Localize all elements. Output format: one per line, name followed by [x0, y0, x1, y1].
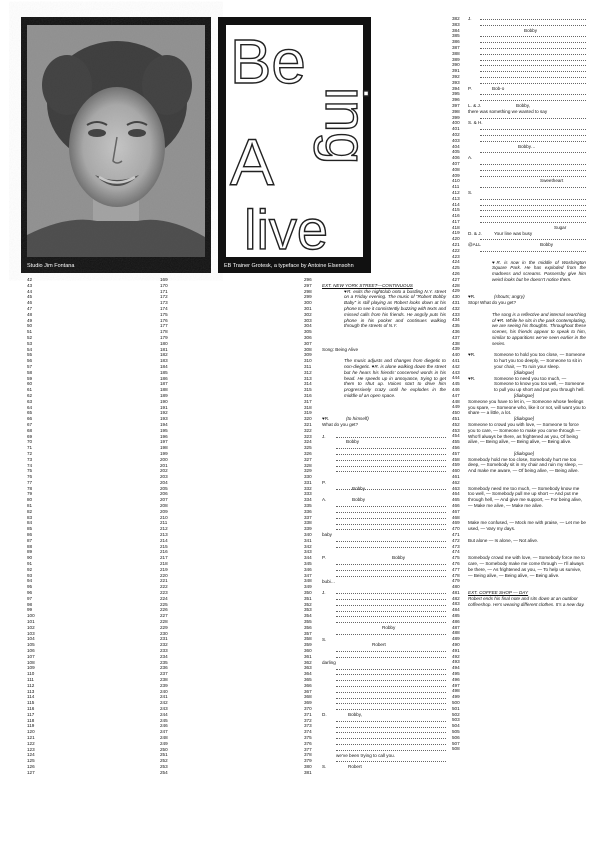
character-name: S. & H.	[468, 120, 483, 126]
placeholder-rule	[336, 732, 446, 733]
placeholder-rule	[480, 222, 586, 223]
dialogue: Sugar	[554, 224, 567, 230]
dialogue: Your line was busy	[494, 230, 533, 236]
placeholder-rule	[336, 524, 446, 525]
dialogue-marker: [dialogue]	[514, 450, 534, 456]
typeface-caption: EB Trainer Grotesk, a typeface by Antoine Elsensohn	[224, 263, 354, 269]
character-name: S.	[468, 190, 473, 195]
portrait-photo	[27, 25, 205, 257]
placeholder-rule	[480, 19, 586, 20]
lyric: Make me confused, — Mock me with praise, — Let me be used, — Vary my days.	[468, 520, 586, 532]
character-name: P.	[322, 480, 326, 485]
dialogue: bubi…	[322, 578, 336, 584]
placeholder-rule	[336, 541, 446, 542]
dialogue-marker: [dialogue]	[514, 369, 534, 375]
placeholder-rule	[336, 750, 446, 751]
placeholder-rule	[480, 118, 586, 119]
stage-direction: Robert ends his final note and sits down at an outdoor coffeeshop. He’s wearing different clothes. It’s a new day.	[468, 595, 585, 607]
type-word-be: Be	[230, 28, 306, 97]
character-name: J.	[322, 590, 326, 596]
placeholder-rule	[480, 54, 586, 55]
line-numbers-col4: 382 383 384 385 386 387 388 389 390 391 392 393 394 395 396 397 398 399 400 401 402 403 404 405 406 407 408 409 410 411 412 413 414 415 416 417 418 419 420 421 422 423 424 425 426 427 428 429 430 431 432 433 434 435 436 437 438 439 440 441 442 443 444 445 446 447 448 449 450 451 452 453 454 455 456 457 458 459 460 461 462 463 464 465 466 467 468 469 470 471 472 473 474 475 476 477 478 479 480 481 482 483 484 485 486 487 488 489 490 491 492 493 494 495 496 497 498 499 500 501 502 503 504 505 506 507 508	[452, 16, 460, 752]
parenthetical: (shouts; angry)	[494, 294, 525, 300]
dialogue: there was something we wanted to say	[468, 108, 548, 114]
placeholder-rule	[480, 48, 586, 49]
dialogue: Sweetheart	[540, 178, 564, 184]
scene-heading: EXT. NEW YORK STREET—CONTINUOUS	[322, 282, 413, 288]
placeholder-rule	[480, 216, 586, 217]
dialogue: Bobby	[352, 485, 366, 491]
stage-direction: The music adjusts and changes from diegetic to non-diegetic. ♥R. is alone walking down the street but he hears his friends’ concerned words in his head. He speeds up in annoyance, trying to get them to shut up. Voices start to drive him progressively crazy until he explodes in the middle of an open space.	[344, 358, 446, 398]
placeholder-rule	[336, 599, 446, 600]
placeholder-rule	[336, 721, 446, 722]
placeholder-rule	[336, 529, 446, 530]
placeholder-rule	[336, 651, 446, 652]
line-numbers-col2: 169 170 171 172 173 174 175 176 177 178 179 180 181 182 183 184 185 186 187 188 189 190 191 192 193 194 195 196 197 198 199 200 201 202 203 204 205 206 207 208 209 210 211 212 213 214 215 216 217 218 219 220 221 222 223 224 225 226 227 228 229 230 231 232 233 234 235 236 237 238 239 240 241 242 243 244 245 246 247 248 249 250 251 252 253 254	[160, 277, 168, 775]
placeholder-rule	[480, 83, 586, 84]
placeholder-rule	[336, 703, 446, 704]
placeholder-rule	[480, 251, 586, 252]
character-name: L. & J.	[468, 103, 482, 108]
dialogue: Bobby,	[516, 103, 530, 108]
placeholder-rule	[480, 187, 586, 188]
stage-direction: The song is a reflective and internal searching of ♥R. While he sits in the park contemplating, we are seeing his thoughts. Throughout these scenes, his friends appear to speak to him, similar to apparitions we’ve seen earlier in the series.	[492, 311, 586, 346]
placeholder-rule	[336, 669, 446, 670]
typeface-specimen	[226, 25, 378, 261]
character-name: S.	[322, 764, 327, 770]
dialogue: Robby	[382, 625, 396, 630]
type-word-live: live	[244, 198, 329, 261]
dialogue: darling	[322, 659, 336, 665]
stage-direction: ♥R. is now in the middle of Washington Square Park. He has exploded from the madness and screams. Passersby give him weird looks but he doesn’t notice them.	[492, 259, 586, 282]
character-name: ♥R.	[468, 375, 476, 381]
placeholder-rule	[336, 448, 446, 449]
placeholder-rule	[480, 94, 586, 95]
placeholder-rule	[336, 593, 446, 594]
placeholder-rule	[336, 657, 446, 658]
dialogue: Robert	[348, 764, 362, 770]
lyric: Someone to hold you too close, — Someone to hurt you too deeply, — Someone to sit in your chair, — To ruin your sleep.	[494, 352, 586, 369]
placeholder-rule	[336, 460, 446, 461]
placeholder-rule	[480, 42, 586, 43]
dialogue-marker: [dialogue]	[514, 416, 534, 422]
placeholder-rule	[336, 570, 446, 571]
character-name: @ALL	[468, 242, 481, 248]
placeholder-rule	[336, 437, 446, 438]
dialogue: Bobby	[352, 497, 366, 503]
placeholder-rule	[336, 471, 446, 472]
placeholder-rule	[480, 141, 586, 142]
dialogue: Stop! What do you get?	[468, 300, 517, 306]
placeholder-rule	[336, 709, 446, 710]
character-name: D. & J.	[468, 230, 482, 236]
placeholder-rule	[336, 680, 446, 681]
placeholder-rule	[336, 506, 446, 507]
character-name: J.	[468, 16, 472, 21]
dialogue: Bobby,	[348, 712, 362, 717]
placeholder-rule	[480, 239, 586, 240]
placeholder-rule	[336, 686, 446, 687]
placeholder-rule	[480, 71, 586, 72]
lyric: Someone you have to let in, — Someone whose feelings you spare, — Someone who, like it or not, will want you to share — a little, a lot.	[468, 398, 586, 416]
lyric: Somebody crowd me with love, — Somebody force me to care, — Somebody make me come through — I’ll always be there, — As frightened as you, — To help us survive, — Being alive, — Being alive, — Being alive.	[468, 555, 585, 578]
photo-caption: Studio Jim Fontana	[27, 263, 75, 269]
placeholder-rule	[336, 698, 446, 699]
lyric: Somebody hold me too close, Somebody hurt me too deep, — Somebody sit in my chair and ruin my sleep, — And make me aware, — Of being alive, — Being alive.	[468, 456, 583, 474]
placeholder-rule	[480, 60, 586, 61]
placeholder-rule	[480, 25, 586, 26]
dialogue: Bobby	[392, 555, 406, 561]
scene-heading: EXT. COFFEE SHOP — DAY	[468, 590, 529, 595]
type-word-a: A	[230, 125, 275, 199]
character-name: ♥R.	[468, 294, 476, 300]
character-name: A.	[322, 497, 327, 503]
placeholder-rule	[336, 547, 446, 548]
placeholder-rule	[336, 744, 446, 745]
placeholder-rule	[336, 454, 446, 455]
placeholder-rule	[480, 164, 586, 165]
placeholder-rule	[480, 199, 586, 200]
placeholder-rule	[336, 518, 446, 519]
song-title: Song: Being Alive	[322, 346, 359, 352]
character-name: ♥R.	[468, 352, 476, 358]
placeholder-rule	[336, 611, 446, 612]
placeholder-rule	[336, 564, 446, 565]
dialogue: Bobby…	[518, 143, 536, 149]
dialogue: Bobby	[524, 27, 538, 33]
dialogue: Robert	[372, 642, 386, 648]
dialogue: Bob-o	[492, 85, 505, 91]
lyric: Someone to need you too much, — Someone to know you too well, — Someone to pull you up short and put you through hell.	[494, 375, 585, 393]
placeholder-rule	[336, 616, 446, 617]
placeholder-rule	[336, 576, 446, 577]
type-word-ing: ing	[313, 87, 378, 165]
placeholder-rule	[336, 634, 446, 635]
placeholder-rule	[336, 466, 446, 467]
line-numbers-col3: 296 297 298 299 300 301 302 303 304 305 306 307 308 309 310 311 312 313 314 315 316 317 318 319 320 321 322 323 324 325 326 327 328 329 330 331 332 333 334 335 336 337 338 339 340 341 342 343 344 345 346 347 348 349 350 351 352 353 354 355 356 357 358 359 360 361 362 363 364 365 366 367 368 369 370 371 372 373 374 375 376 377 378 379 380 381	[304, 277, 312, 775]
character-name: J.	[322, 433, 326, 439]
character-name: S.	[322, 636, 327, 642]
placeholder-rule	[480, 205, 586, 206]
dialogue: Bobby	[346, 439, 360, 445]
placeholder-rule	[336, 674, 446, 675]
placeholder-rule	[480, 210, 586, 211]
placeholder-rule	[336, 692, 446, 693]
character-name: A.	[468, 155, 473, 161]
placeholder-rule	[336, 761, 446, 762]
placeholder-rule	[480, 65, 586, 66]
placeholder-rule	[480, 129, 586, 130]
parenthetical: (to himself)	[346, 416, 369, 422]
dialogue: What do you get?	[322, 422, 359, 427]
character-name: P.	[468, 85, 472, 91]
placeholder-rule	[336, 727, 446, 728]
placeholder-rule	[480, 100, 586, 101]
placeholder-rule	[336, 622, 446, 623]
lyric: But alone — Is alone, — Not alive.	[468, 537, 539, 543]
line-numbers-col1: 42 43 44 45 46 47 48 49 50 51 52 53 54 55 56 57 58 59 60 61 62 63 64 65 66 67 68 69 70 71 72 73 74 75 76 77 78 79 80 81 82 83 84 85 86 87 88 89 90 91 92 93 94 95 96 97 98 99 100 101 102 103 104 105 106 107 108 109 110 111 112 113 114 115 116 117 118 119 120 121 122 123 124 125 126 127	[27, 277, 35, 775]
dialogue-marker: [dialogue]	[514, 393, 534, 398]
photo-panel	[21, 17, 211, 273]
placeholder-rule	[480, 170, 586, 171]
typeface-panel	[218, 17, 378, 273]
placeholder-rule	[336, 605, 446, 606]
placeholder-rule	[480, 36, 586, 37]
placeholder-rule	[480, 152, 586, 153]
dialogue: Bobby	[540, 242, 554, 248]
stage-direction: ♥R. exits the nightclub onto a bustling N.Y. street on a Friday evening. The music of “Robert Bobby Baby” is still playing as Robert looks down at his phone to see it consistently buzzing with texts and missed calls from his friends. He angrily puts his phone in his pocket and continues walking through the streets of N.Y.	[344, 288, 446, 329]
placeholder-rule	[336, 489, 446, 490]
character-name: P.	[322, 555, 326, 561]
dialogue: we’ve been trying to call you.	[336, 752, 395, 758]
placeholder-rule	[480, 176, 586, 177]
dialogue: baby	[322, 532, 332, 538]
lyric: Someone to crowd you with love, — Someone to force you to care, — Someone to make you come through — Who’ll always be there, as frightened as you, Of being alive, — Being alive, — Being alive, — Being alive.	[468, 422, 581, 445]
placeholder-rule	[480, 135, 586, 136]
placeholder-rule	[336, 512, 446, 513]
character-name: D.	[322, 712, 327, 717]
placeholder-rule	[336, 738, 446, 739]
character-name: ♥R.	[322, 416, 330, 422]
lyric: Somebody need me too much, — Somebody know me too well, — Somebody pull me up short — And put me through hell, — And give me support, — For being alive, — Make me alive, — Make me alive.	[468, 485, 583, 508]
placeholder-rule	[480, 77, 586, 78]
